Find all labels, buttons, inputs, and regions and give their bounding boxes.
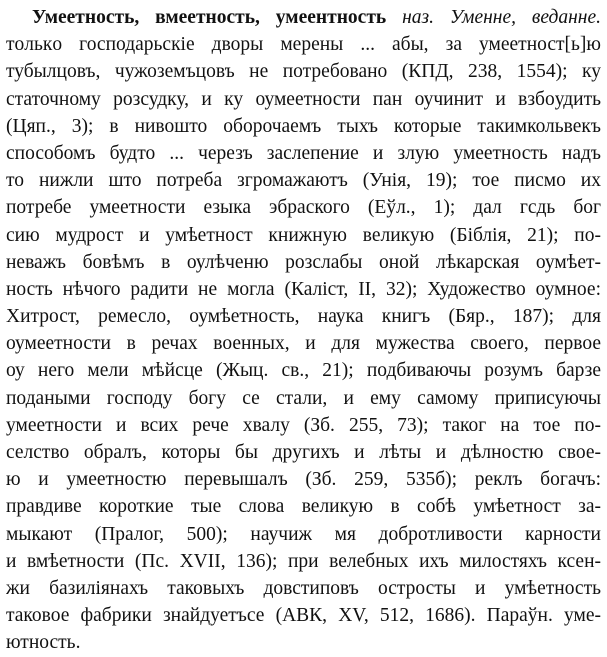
entry-text-line: ю и умеетностю перевышалъ (Зб. 259, 535б); реклъ богачъ: <box>6 469 601 491</box>
entry-text-line: и вмѣетности (Пс. XVII, 136); при велебных ихъ милостяхъ ксен- <box>6 550 601 572</box>
entry-text-line: тубылцовъ, чужоземъцовъ не потребовано (КПД, 238, 1554); ку <box>6 61 601 83</box>
entry-text-line: правдиве короткие тые слова великую в собѣ умѣетност за- <box>6 496 601 518</box>
entry-text-line: ность нѣчого радити не могла (Каліст, II, 32); Художество оумное: <box>6 278 601 300</box>
entry-text-line: статочному розсудку, и ку оумеетности пан оучинит и взбoудить <box>6 88 601 110</box>
entry-text-line: тoлькo господарьскіе дворы мерены ... абы, за умеетност[ь]ю <box>6 34 601 56</box>
entry-text-line: сию мудрост и умѣетност книжную великую (Біблія, 21); по- <box>6 224 601 246</box>
entry-text-line: потребе умеетности езыка эбраского (Еўл., 1); дал гсдь бог <box>6 197 601 219</box>
entry-text-line: Хитрост, ремесло, оумѣетность, наука книгъ (Бяр., 187); для <box>6 306 601 328</box>
entry-text-line: таковое фабрики знайдуетъсе (АВК, XV, 512, 1686). Параўн. уме- <box>6 605 601 627</box>
entry-text-line: селство обралъ, которы бы дрyгихъ и лѣты и дѣлностю свое- <box>6 442 601 463</box>
entry-text-line: оумеетности в речах военных, и для мужества своего, первое <box>6 333 601 355</box>
entry-text-line: неважъ бовѣмъ в оулѣченю розслабы оной лѣкарская оумѣет- <box>6 251 601 273</box>
entry-text-line: ютность. <box>6 632 81 654</box>
entry-grammar-note: наз. Уменне, веданне. <box>402 7 601 28</box>
entry-text-line: умеетности и всих рече хвалу (Зб. 255, 73); таког на тое по- <box>6 414 601 436</box>
entry-headword: Умеетность, вмеетность, умеентность <box>32 7 387 28</box>
entry-text-line: подаными господу богу се стали, и ему самому приписуючы <box>6 387 601 409</box>
entry-text-line: оу него мели мѣйсце (Жыц. св., 21); подбиваючы розумъ барзе <box>6 360 601 382</box>
entry-text-line: то нижли што потреба згромажаютъ (Унія, 19); тое писмо их <box>6 170 601 192</box>
entry-text-line: (Цяп., 3); в нивошто оборочаемъ тыхъ которые такимкольвекъ <box>6 115 601 137</box>
entry-text-line: жи базиліянахъ таковыхъ довстиповъ остросты и умѣетность <box>6 577 601 599</box>
entry-text-line: мыкают (Пралог, 500); научиж мя добротливости карности <box>6 523 601 545</box>
entry-text-line: способомъ будто ... черезъ заслепение и злую умеетность надъ <box>6 142 601 164</box>
entry-first-line <box>6 4 601 31</box>
